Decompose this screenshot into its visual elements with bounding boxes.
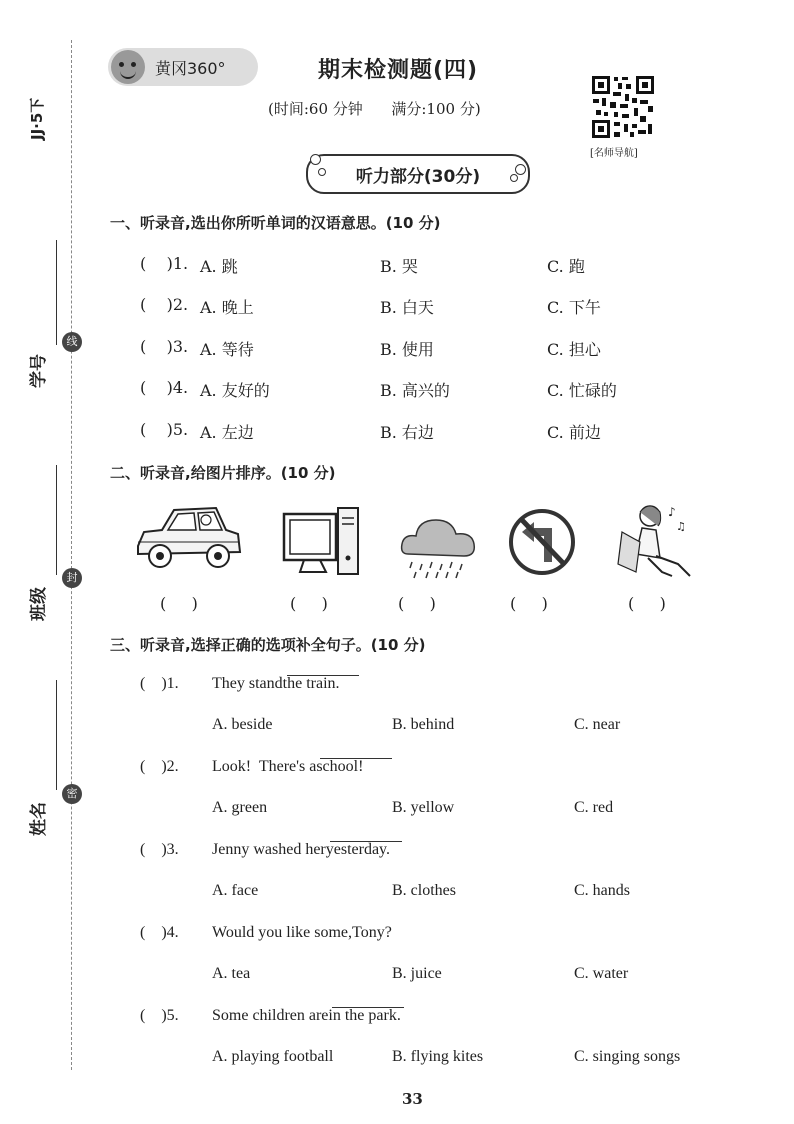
answer-paren[interactable]: ( )2. [140, 758, 179, 775]
answer-paren[interactable]: ( )4. [140, 924, 179, 941]
no-left-turn-icon [508, 508, 576, 576]
option-c: C. near [574, 716, 621, 733]
option-c: C. 前边 [547, 423, 601, 442]
class-label: 班级 [29, 587, 49, 621]
section-2-heading: 二、听录音,给图片排序。(10 分) [110, 464, 336, 482]
option-c: C. red [574, 799, 614, 816]
picture-answer-5[interactable]: ( ) [628, 594, 666, 613]
computer-icon [282, 504, 364, 578]
blank-line[interactable] [320, 758, 392, 759]
sentence: Look! There's a school! [212, 758, 363, 776]
name-field[interactable] [20, 680, 48, 840]
picture-row [0, 500, 794, 590]
sentence: Some children are in the park. [212, 1007, 401, 1025]
svg-text:♪: ♪ [668, 505, 676, 519]
student-id-line[interactable] [56, 240, 57, 345]
sentence: Would you like some ,Tony? [212, 924, 392, 942]
option-b: B. clothes [392, 882, 456, 899]
sentence: They stand the train. [212, 675, 340, 693]
option-b: B. 高兴的 [380, 381, 450, 400]
student-id-field[interactable] [20, 240, 48, 390]
girl-singing-icon [612, 502, 698, 582]
option-a: A. beside [212, 716, 273, 733]
seal-line-badge: 线 [62, 332, 82, 352]
page-title: 期末检测题(四) [318, 58, 479, 83]
decor-dot-icon [318, 168, 326, 176]
listening-section-banner [306, 154, 530, 194]
option-c: C. 跑 [547, 257, 585, 276]
decor-dot-icon [510, 174, 518, 182]
blank-line[interactable] [352, 924, 424, 925]
blank-line[interactable] [332, 1007, 404, 1008]
blank-line[interactable] [287, 675, 359, 676]
decor-dot-icon [515, 164, 526, 175]
option-a: A. 晚上 [200, 298, 254, 317]
option-a: A. 跳 [200, 257, 238, 276]
answer-paren[interactable]: ( )1. [140, 254, 189, 273]
picture-answer-1[interactable]: ( ) [160, 594, 198, 613]
answer-paren[interactable]: ( )3. [140, 841, 179, 858]
option-b: B. juice [392, 965, 442, 982]
option-b: B. flying kites [392, 1048, 484, 1065]
option-b: B. 使用 [380, 340, 434, 359]
option-a: A. 等待 [200, 340, 254, 359]
answer-paren[interactable]: ( )5. [140, 420, 189, 439]
option-a: A. green [212, 799, 268, 816]
name-line[interactable] [56, 680, 57, 790]
option-a: A. face [212, 882, 259, 899]
logo-text: 黄冈360° [155, 58, 226, 78]
option-a: A. tea [212, 965, 251, 982]
svg-text:♫: ♫ [676, 520, 686, 533]
option-c: C. hands [574, 882, 630, 899]
book-code: JJ·5下 [28, 97, 46, 140]
picture-answer-2[interactable]: ( ) [290, 594, 328, 613]
qr-caption: [名师导航] [590, 148, 638, 159]
option-c: C. 担心 [547, 340, 601, 359]
section-3-heading: 三、听录音,选择正确的选项补全句子。(10 分) [110, 636, 426, 654]
option-b: B. 哭 [380, 257, 418, 276]
picture-answer-4[interactable]: ( ) [510, 594, 548, 613]
option-b: B. behind [392, 716, 455, 733]
blank-line[interactable] [330, 841, 402, 842]
answer-paren[interactable]: ( )4. [140, 378, 189, 397]
option-a: A. 左边 [200, 423, 254, 442]
option-c: C. water [574, 965, 629, 982]
mascot-icon [111, 50, 145, 84]
answer-paren[interactable]: ( )1. [140, 675, 179, 692]
option-b: B. yellow [392, 799, 455, 816]
picture-answer-3[interactable]: ( ) [398, 594, 436, 613]
banner-text: 听力部分(30分) [355, 166, 481, 187]
option-c: C. singing songs [574, 1048, 681, 1065]
option-c: C. 下午 [547, 298, 601, 317]
page-number: 33 [402, 1090, 423, 1108]
rain-cloud-icon [398, 514, 478, 580]
option-b: B. 白天 [380, 298, 434, 317]
sentence: Jenny washed her yesterday. [212, 841, 390, 859]
name-label: 姓名 [29, 802, 49, 836]
publisher-logo [108, 48, 258, 86]
exam-info: (时间:60 分钟 满分:100 分) [268, 100, 481, 118]
answer-paren[interactable]: ( )5. [140, 1007, 179, 1024]
qr-code-icon[interactable] [590, 74, 656, 140]
car-icon [134, 502, 242, 574]
seal-seal-badge: 封 [62, 568, 82, 588]
student-id-label: 学号 [29, 354, 49, 388]
option-b: B. 右边 [380, 423, 434, 442]
section-1-heading: 一、听录音,选出你所听单词的汉语意思。(10 分) [110, 214, 441, 232]
option-c: C. 忙碌的 [547, 381, 617, 400]
seal-secret-badge: 密 [62, 784, 82, 804]
decor-dot-icon [310, 154, 321, 165]
option-a: A. 友好的 [200, 381, 270, 400]
answer-paren[interactable]: ( )2. [140, 295, 189, 314]
answer-paren[interactable]: ( )3. [140, 337, 189, 356]
option-a: A. playing football [212, 1048, 334, 1065]
